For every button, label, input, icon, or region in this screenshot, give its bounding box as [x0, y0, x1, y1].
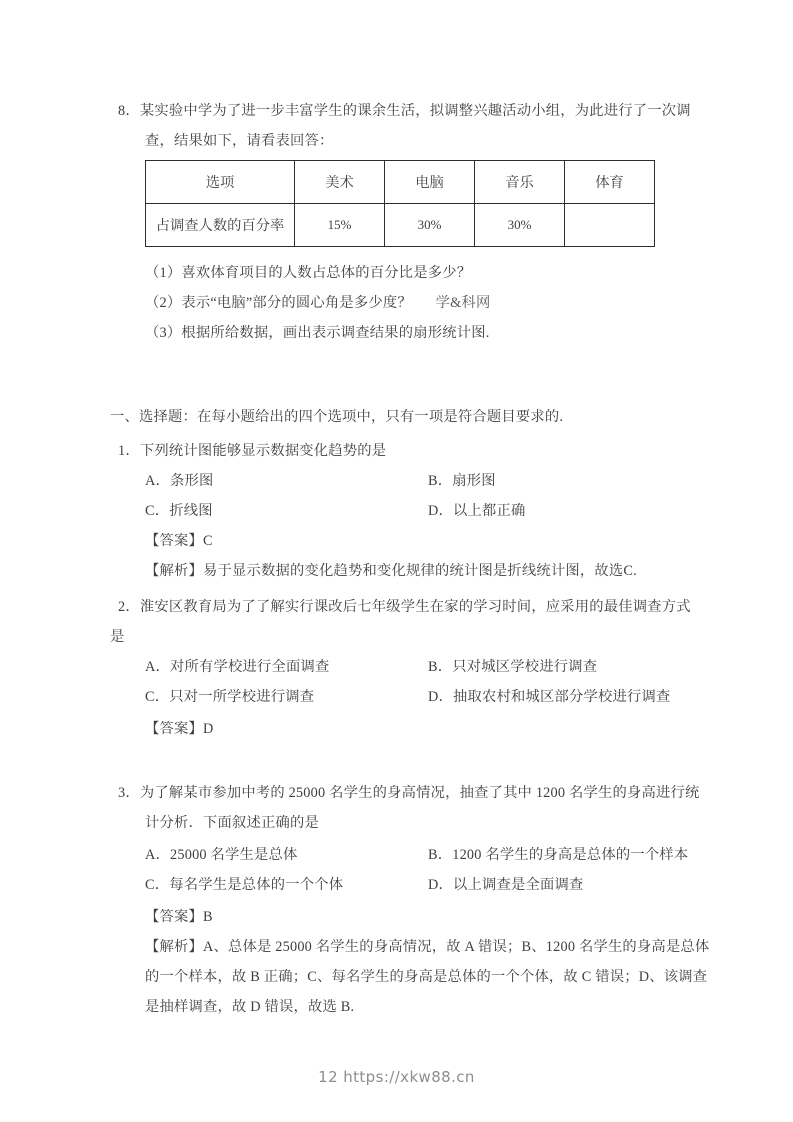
question-1-answer	[145, 526, 213, 556]
analysis-text: 易于显示数据的变化趋势和变化规律的统计图是折线统计图，故选C.	[203, 563, 637, 579]
question-2-stem-line-2: 是	[110, 629, 125, 645]
question-2-option-b: B．只对城区学校进行调查	[428, 659, 598, 675]
analysis-label: 【解析】	[145, 563, 203, 579]
table-value-art: 15%	[295, 204, 385, 247]
answer-value: B	[203, 909, 213, 925]
answer-label: 【答案】	[145, 533, 203, 549]
problem-8-line-1: 8．某实验中学为了进一步丰富学生的课余生活，拟调整兴趣活动小组，为此进行了一次调	[118, 103, 691, 119]
question-1-option-b: B．扇形图	[428, 473, 496, 489]
answer-value: D	[203, 721, 214, 737]
table-header-art: 美术	[295, 161, 385, 204]
question-3-option-a: A．25000 名学生是总体	[145, 847, 298, 863]
subquestion-2-text: （2）表示“电脑”部分的圆心角是多少度？	[145, 295, 412, 311]
page-footer: 12 https://xkw88.cn	[318, 1068, 475, 1086]
problem-8-line-2: 查，结果如下，请看表回答：	[145, 133, 334, 149]
question-2-option-c: C．只对一所学校进行调查	[145, 689, 315, 705]
table-value-computer: 30%	[385, 204, 475, 247]
question-1-option-d: D．以上都正确	[428, 503, 526, 519]
subquestion-2	[145, 288, 490, 318]
question-3-option-b: B．1200 名学生的身高是总体的一个样本	[428, 847, 689, 863]
question-3-stem-line-1: 3．为了解某市参加中考的 25000 名学生的身高情况，抽查了其中 1200 名学生的身高进行统	[118, 785, 700, 801]
inline-watermark: 学&科网	[435, 295, 491, 311]
question-2-answer	[145, 714, 214, 744]
answer-label: 【答案】	[145, 721, 203, 737]
section-heading: 一、选择题：在每小题给出的四个选项中，只有一项是符合题目要求的.	[110, 409, 564, 425]
subquestion-3: （3）根据所给数据，画出表示调查结果的扇形统计图.	[145, 325, 490, 341]
table-header-computer: 电脑	[385, 161, 475, 204]
question-3-analysis-line-1	[145, 932, 709, 962]
table-header-sports: 体育	[565, 161, 655, 204]
analysis-text: A、总体是 25000 名学生的身高情况，故 A 错误；B、1200 名学生的身高是总体	[203, 939, 710, 955]
question-2-stem-line-1: 2．淮安区教育局为了了解实行课改后七年级学生在家的学习时间，应采用的最佳调查方式	[118, 599, 691, 615]
question-2-option-d: D．抽取农村和城区部分学校进行调查	[428, 689, 671, 705]
table-row	[146, 204, 655, 247]
question-3-option-c: C．每名学生是总体的一个个体	[145, 877, 344, 893]
question-3-analysis-line-2: 的一个样本，故 B 正确；C、每名学生的身高是总体的一个个体，故 C 错误；D、该调查	[145, 969, 708, 985]
analysis-label: 【解析】	[145, 939, 203, 955]
question-3-answer	[145, 902, 213, 932]
question-1-stem: 1．下列统计图能够显示数据变化趋势的是	[118, 443, 387, 459]
question-1-option-a: A．条形图	[145, 473, 214, 489]
question-3-option-d: D．以上调查是全面调查	[428, 877, 584, 893]
table-value-sports	[565, 204, 655, 247]
subquestion-1: （1）喜欢体育项目的人数占总体的百分比是多少？	[145, 265, 472, 281]
table-row	[146, 161, 655, 204]
answer-value: C	[203, 533, 213, 549]
table-value-music: 30%	[475, 204, 565, 247]
question-1-option-c: C．折线图	[145, 503, 213, 519]
table-header-label: 选项	[146, 161, 295, 204]
question-1-analysis	[145, 556, 637, 586]
question-3-analysis-line-3: 是抽样调查，故 D 错误，故选 B.	[145, 999, 355, 1015]
question-2-option-a: A．对所有学校进行全面调查	[145, 659, 330, 675]
table-row-label-percentage: 占调查人数的百分率	[146, 204, 295, 247]
question-3-stem-line-2: 计分析．下面叙述正确的是	[145, 815, 319, 831]
survey-table	[145, 160, 655, 247]
table-header-music: 音乐	[475, 161, 565, 204]
answer-label: 【答案】	[145, 909, 203, 925]
